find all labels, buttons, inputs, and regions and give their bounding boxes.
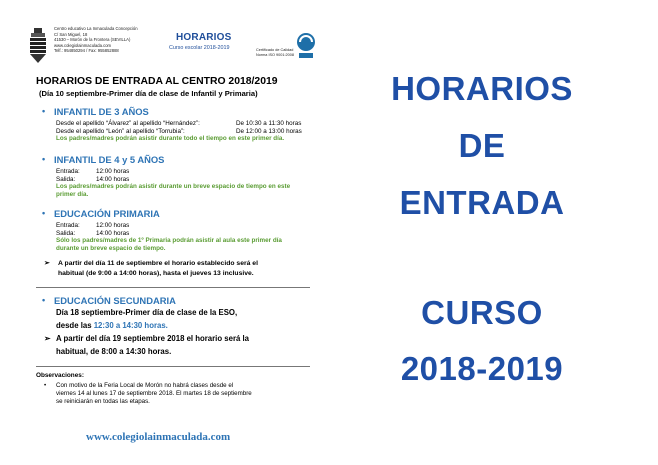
heading-infantil-45: INFANTIL DE 4 y 5 AÑOS xyxy=(54,154,165,165)
observations-line-2: viernes 14 al lunes 17 de septiembre 2018. El martes 18 de septiembre xyxy=(56,390,252,397)
secundaria-line-1: Día 18 septiembre-Primer día de clase de la ESO, xyxy=(56,308,238,317)
infantil-45-exit-time: 14:00 horas xyxy=(96,176,130,183)
primaria-exit-label: Salida: xyxy=(56,230,76,237)
secundaria-note-1: A partir del día 19 septiembre 2018 el horario será la xyxy=(56,334,249,343)
infantil-3-row-2-label: Desde el apellido “León” al apellido “Torrubia”: xyxy=(56,128,185,135)
section-divider xyxy=(36,366,310,367)
infantil-3-row-1-label: Desde el apellido “Álvarez” al apellido “Hernández”: xyxy=(56,120,200,127)
arrow-icon: ➢ xyxy=(44,260,50,267)
banner-line-3: ENTRADA xyxy=(399,184,565,221)
header-subtitle: Curso escolar 2018-2019 xyxy=(169,45,230,51)
cert-line-1: Certificado de Calidad xyxy=(256,48,294,52)
school-city: 41530 – Morón de la Frontera (SEVILLA) xyxy=(54,37,131,43)
school-street: C/ San Miguel, 18 xyxy=(54,31,88,37)
banner-line-1: HORARIOS xyxy=(391,70,573,107)
infantil-45-note-1: Los padres/madres podrán asistir durante un breve espacio de tiempo en este xyxy=(56,183,291,190)
banner-line-2: DE xyxy=(458,127,506,164)
header-title: HORARIOS xyxy=(176,32,232,43)
banner-line-5: 2018-2019 xyxy=(400,350,564,387)
school-address xyxy=(54,26,138,54)
observations-line-1: Con motivo de la Feria Local de Morón no habrá clases desde el xyxy=(56,382,234,389)
secundaria-line-2-prefix: desde las xyxy=(56,321,94,330)
document-subtitle: (Día 10 septiembre-Primer día de clase de Infantil y Primaria) xyxy=(39,89,258,98)
school-phone: Telf.: 954850294 / Fax: 955852888 xyxy=(54,48,119,54)
infantil-3-note: Los padres/madres podrán asistir durante todo el tiempo en este primer día. xyxy=(56,135,285,142)
school-web: www.colegiolainmaculada.com xyxy=(54,42,112,48)
infantil-45-exit-label: Salida: xyxy=(56,176,76,183)
document-header xyxy=(28,26,316,70)
bullet-secundaria: • xyxy=(42,295,46,305)
cert-line-2: Norma ISO 9001:2008 xyxy=(256,52,294,57)
heading-primaria: EDUCACIÓN PRIMARIA xyxy=(54,208,160,219)
observations-heading: Observaciones: xyxy=(36,372,84,379)
school-crest-icon xyxy=(28,28,48,64)
arrow-icon: ➢ xyxy=(44,334,51,343)
primaria-note-1: Sólo los padres/madres de 1º Primaria podrán asistir al aula este primer día xyxy=(56,237,282,244)
secundaria-line-2 xyxy=(56,320,168,333)
bullet-infantil-3: • xyxy=(42,106,46,116)
infantil-45-entry-time: 12:00 horas xyxy=(96,168,130,175)
secundaria-time: 12:30 a 14:30 horas. xyxy=(93,321,168,330)
infantil-3-row-1-time: De 10:30 a 11:30 horas xyxy=(236,120,302,127)
document-title: HORARIOS DE ENTRADA AL CENTRO 2018/2019 xyxy=(36,76,278,87)
observations-bullet: • xyxy=(44,382,47,389)
bullet-infantil-45: • xyxy=(42,154,46,164)
general-note-1: A partir del día 11 de septiembre el horario establecido será el xyxy=(58,260,258,267)
infantil-45-entry-label: Entrada: xyxy=(56,168,80,175)
website-link[interactable]: www.colegiolainmaculada.com xyxy=(86,431,231,443)
primaria-exit-time: 14:00 horas xyxy=(96,230,130,237)
quality-certificate-icon xyxy=(296,30,316,60)
section-divider xyxy=(36,287,310,288)
heading-secundaria: EDUCACIÓN SECUNDARIA xyxy=(54,295,176,306)
primaria-entry-time: 12:00 horas xyxy=(96,222,130,229)
general-note-2: habitual (de 9:00 a 14:00 horas), hasta el jueves 13 inclusive. xyxy=(58,270,254,277)
secundaria-note-2: habitual, de 8:00 a 14:30 horas. xyxy=(56,347,172,356)
primaria-note-2: durante un breve espacio de tiempo. xyxy=(56,245,166,252)
heading-infantil-3: INFANTIL DE 3 AÑOS xyxy=(54,106,149,117)
primaria-entry-label: Entrada: xyxy=(56,222,80,229)
bullet-primaria: • xyxy=(42,208,46,218)
observations-line-3: se reiniciarán en todas las etapas. xyxy=(56,398,150,405)
certification-text xyxy=(256,48,294,57)
school-name: Centro educativo La Inmaculada Concepción xyxy=(54,26,138,31)
infantil-45-note-2: primer día. xyxy=(56,191,89,198)
banner-line-4: CURSO xyxy=(421,294,543,331)
infantil-3-row-2-time: De 12:00 a 13:00 horas xyxy=(236,128,302,135)
